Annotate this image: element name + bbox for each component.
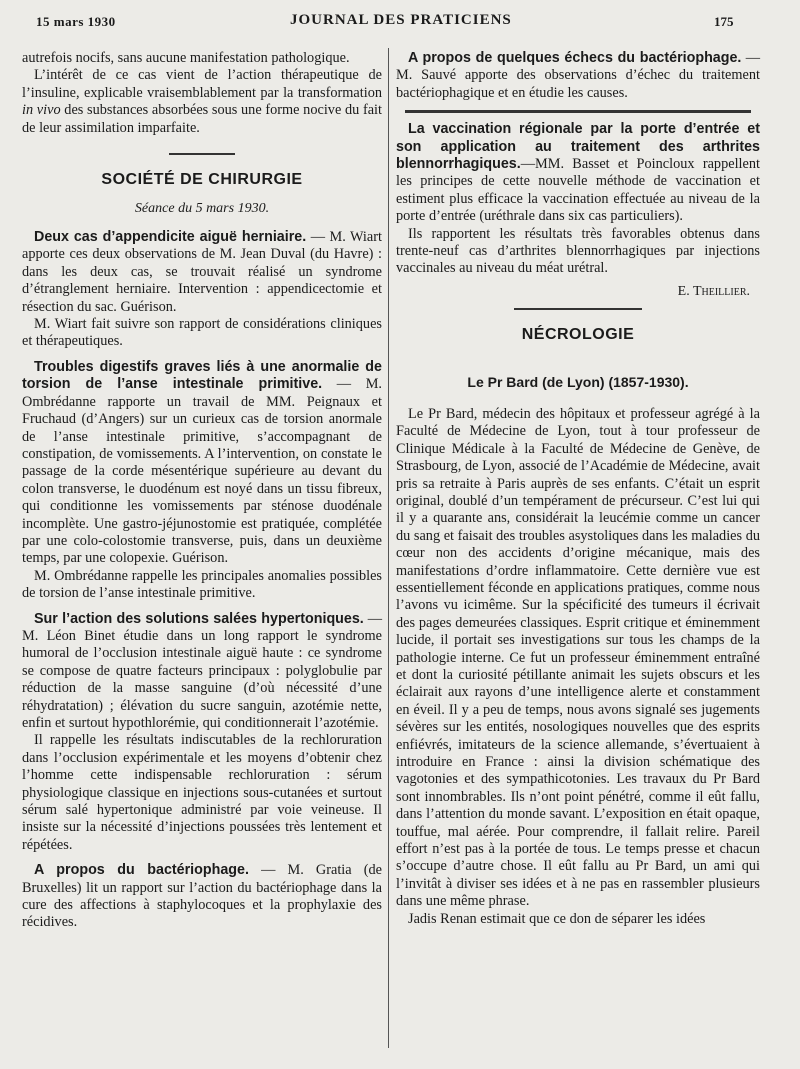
article: A propos de quelques échecs du bactériophage. — M. Sauvé apporte des observations d’échec du traitement bactériophagique et en étudie les causes.	[396, 50, 761, 101]
paragraph: L’intérêt de ce cas vient de l’action thérapeutique de l’insuline, explicable vraisemblablement par la transformation in vivo des substances absorbées sous une forme nocive du fait de leur assimilation imparfaite.	[22, 67, 382, 136]
right-column	[396, 50, 760, 928]
article-heading: Deux cas d’appendicite aiguë herniaire.	[34, 229, 307, 246]
obituary-title: Le Pr Bard (de Lyon) (1857-1930).	[467, 373, 689, 390]
paragraph: M. Wiart fait suivre son rapport de considérations cliniques et thérapeutiques.	[22, 316, 382, 350]
article-heading: La vaccination régionale par la porte d’entrée et son application au traitement des arthrites blennorrhagiques.	[396, 121, 760, 173]
session-date: Séance du 5 mars 1930.	[134, 201, 270, 217]
journal-title: JOURNAL DES PRATICIENS	[290, 12, 512, 28]
article-heading: A propos de quelques échecs du bactériophage.	[408, 50, 742, 66]
article: Sur l’action des solutions salées hypertoniques. — M. Léon Binet étudie dans un long rapport le syndrome humoral de l’occlusion intestinale aiguë haute : ce syndrome se compose de quatre facteurs principaux : polyglobulie par réduction de la masse sanguine (d’où nécessité d’une réhydratation) ; élévation du sucre sanguin, azotémie nette, enfin et surtout hypothlorémie, qui conditionnerait l’azotémie.	[22, 610, 383, 731]
section-title: NÉCROLOGIE	[521, 325, 635, 343]
paragraph: Il rappelle les résultats indiscutables de la rechloruration dans l’occlusion expérimentale et les moyens d’obtenir chez l’homme cette indispensable rechloruration : sérum physiologique classique en injections sous-cutanées et surtout sérum salé hypertonique administré par voie veineuse. Il insiste sur la nécessité d’injections poussées très lentement et répétées.	[22, 732, 382, 853]
header-date: 15 mars 1930	[36, 14, 116, 29]
paragraph: M. Ombrédanne rappelle les principales anomalies possibles de torsion de l’anse intestinale primitive.	[22, 567, 382, 602]
page-header	[0, 0, 800, 30]
paragraph: Jadis Renan estimait que ce don de séparer les idées	[408, 910, 706, 927]
article: Troubles digestifs graves liés à une anormalie de torsion de l’anse intestinale primitive. — M. Ombrédanne rapporte un travail de MM. Peignaux et Fruchaud (d’Angers) sur un curieux cas de torsion anormale de l’anse intestinale primitive, s’accompagnant de constipation, de vomissements. A l’intervention, on constate le passage de la corde mésentérique supérieure au devant du colon transverse, le duodénum est noyé dans un tissu fibreux, qui conditionne les vomissements par sténose duodénale incomplète. Une gastro-jéjunostomie est pratiquée, complétée par une colo-colostomie transverse, puis, dans un deuxième temps, par une colopexie. Guérison.	[22, 358, 383, 567]
article: A propos du bactériophage. — M. Gratia (de Bruxelles) lit un rapport sur l’action du bactériophage dans la cure des affections à staphylocoques et la prophylaxie des récidives.	[22, 862, 382, 931]
paragraph: Le Pr Bard, médecin des hôpitaux et professeur agrégé à la Faculté de Médecine de Lyon, tout à tour professeur de Clinique Médicale à la Faculté de Médecine de Genève, de Strasbourg, de Lyon, associé de l’Académie de Médecine, avait pris sa retraite à Paris auprès de ses enfants. C’était un esprit original, doublé d’un tempérament de précurseur. C’est lui qui il y a quarante ans, considérait la leucémie comme un cancer du sang et faisait des troubles asystoliques dans les maladies du cœur non des accidents d’origine mécanique, mais des manifestations d’ordre inflammatoire. Cette dernière vue est essentiellement féconde en applications pratiques, comme nous l’avons vu icimême. Sur la spécificité des tumeurs il écrivait des pages demeurées classiques. Esprit critique et éminemment lucide, il portait ses investigations sur tous les champs de la pathologie interne. Ce fut un professeur éminemment entraîné et dont la curiosité pétillante animait les sujets obscurs et les éclairait aux rayons d’une intelligence alerte et constamment en éveil. Il y a peu de temps, nous avons signalé ses jugements sévères sur les entités, nosologiques nouvelles que des esprits enfiévrés, imitateurs de la science allemande, s’évertuaient à introduire en France : ainsi la division schématique des vagotonies et des sympathicotonies. Les travaux du Pr Bard sont innombrables. Ils n’ont point pénétré, comme il eût fallu, dans l’attention du monde savant. L’exposition en était opaque, touffue, mal aérée. Pour comprendre, il fallait relire. Pareil effort n’est pas à la portée de tous. Le temps presse et chacun s’occupe d’autre chose. Il eût fallu au Pr Bard, un ami qui l’invitât à diviser ses idées et à ne pas en rassembler plusieurs dans une même phrase.	[396, 405, 760, 910]
left-column	[22, 50, 382, 932]
article-heading: Troubles digestifs graves liés à une anormalie de torsion de l’anse intestinale primitive.	[22, 358, 382, 393]
author-signature: E. Theillier.	[677, 283, 750, 299]
article: La vaccination régionale par la porte d’entrée et son application au traitement des arthrites blennorrhagiques.—MM. Basset et Poincloux rappellent les principes de cette nouvelle méthode de vaccination et estiment plus efficace la vaccination effectuée au niveau de la porte d’entrée (uréthrale dans six cas particuliers).	[396, 121, 760, 225]
column-divider	[388, 48, 389, 1048]
article-heading: A propos du bactériophage.	[34, 862, 249, 879]
article: Deux cas d’appendicite aiguë herniaire. — M. Wiart apporte ces deux observations de M. Jean Duval (du Havre) : dans les deux cas, se trouvait réalisé un syndrome d’étranglement herniaire. Intervention : appendicectomie et résection du sac. Guérison.	[22, 229, 382, 315]
page-number: 175	[714, 14, 734, 29]
paragraph: Ils rapportent les résultats très favorables obtenus dans trente-neuf cas d’arthrites blennorrhagiques par injections vaccinales au niveau du méat urétral.	[396, 225, 760, 277]
article-heading: Sur l’action des solutions salées hypertoniques.	[34, 610, 364, 627]
section-title: SOCIÉTÉ DE CHIRURGIE	[101, 171, 303, 189]
paragraph: autrefois nocifs, sans aucune manifestation pathologique.	[22, 50, 350, 66]
